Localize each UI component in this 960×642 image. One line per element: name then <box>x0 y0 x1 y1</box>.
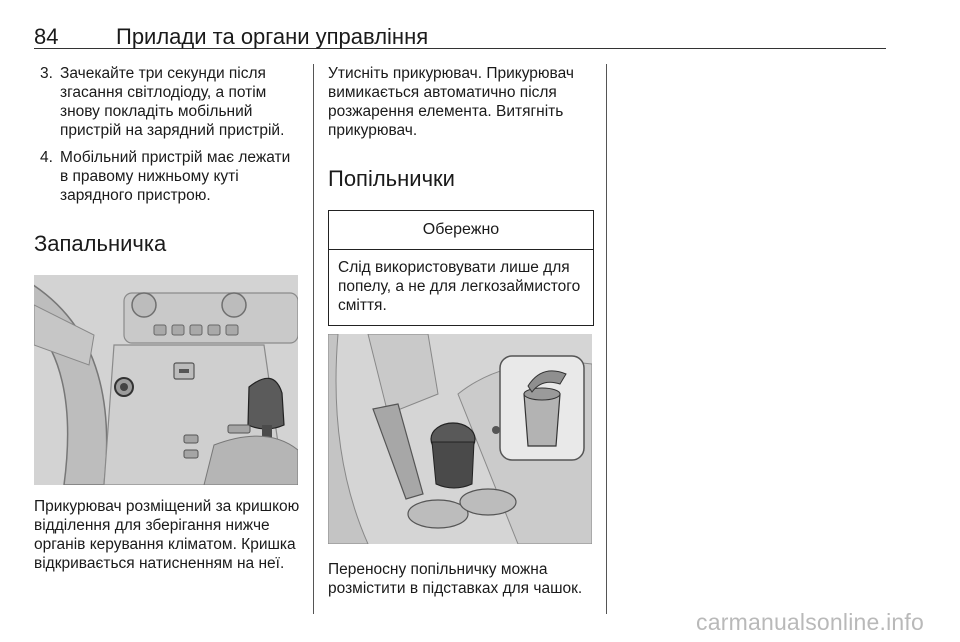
step-text: Зачекайте три секунди після згасання світлодіоду, а потім знову покладіть мобільний пристрій на зарядний пристрій. <box>60 65 285 139</box>
section-heading-ashtrays: Попільнички <box>328 166 455 191</box>
list-item <box>34 64 300 140</box>
page-title: Прилади та органи управління <box>116 24 429 49</box>
lighter-instructions: Утисніть прикурювач. Прикурювач вимикається автоматично після розжарення елемента. Витягніть прикурювач. <box>328 65 574 139</box>
step-text: Мобільний пристрій має лежати в правому нижньому куті зарядного пристрою. <box>60 149 291 204</box>
caution-title: Обережно <box>329 211 593 250</box>
cigarette-lighter-illustration <box>34 275 298 485</box>
left-column <box>34 64 300 573</box>
column-divider <box>606 64 607 614</box>
step-list <box>34 64 300 205</box>
page-number: 84 <box>34 24 59 49</box>
section-heading-lighter: Запальничка <box>34 231 167 256</box>
ashtray-illustration <box>328 334 592 544</box>
watermark: carmanualsonline.info <box>696 609 924 635</box>
step-number: 4. <box>40 149 53 166</box>
list-item <box>34 148 300 205</box>
column-divider <box>313 64 314 614</box>
caution-text: Слід використовувати лише для попелу, а не для легкозаймистого сміття. <box>338 259 581 314</box>
lighter-description: Прикурювач розміщений за кришкою відділення для зберігання нижче органів керування кліматом. Кришка відкривається натисненням на неї. <box>34 498 300 572</box>
page-header <box>34 16 886 49</box>
ashtray-description: Переносну попільничку можна розмістити в підставках для чашок. <box>328 561 583 597</box>
caution-box <box>328 210 594 326</box>
right-column <box>328 64 594 598</box>
step-number: 3. <box>40 65 53 82</box>
